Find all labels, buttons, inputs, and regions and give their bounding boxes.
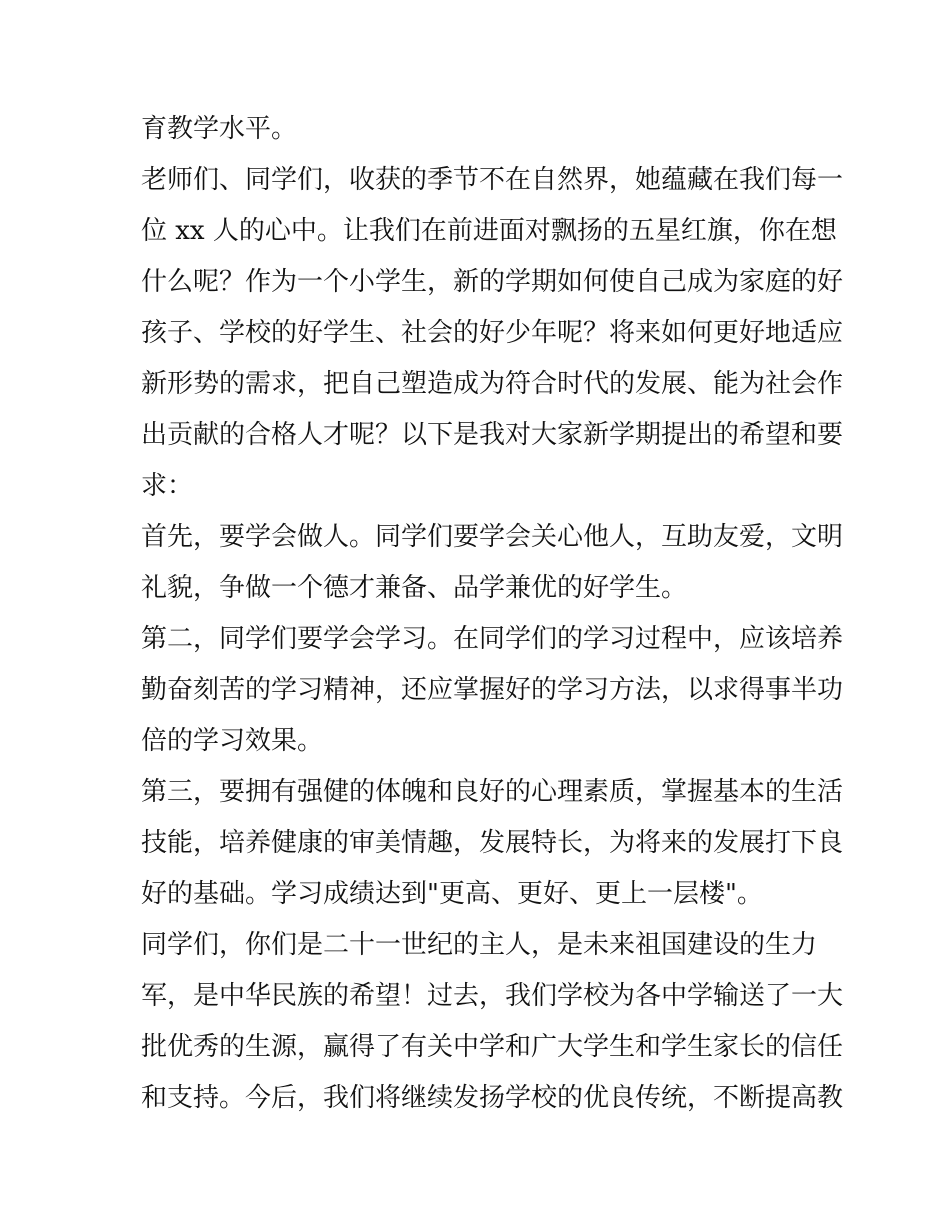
text-line: 第三，要拥有强健的体魄和良好的心理素质，掌握基本的生活 [141,777,844,807]
document-body [141,104,844,1124]
text-line: 好的基础。学习成绩达到"更高、更好、更上一层楼"。 [141,879,763,909]
text-line: 老师们、同学们，收获的季节不在自然界，她蕴藏在我们每一 [141,165,844,195]
text-line: 首先，要学会做人。同学们要学会关心他人，互助友爱，文明 [141,522,844,552]
text-line: 第二，同学们要学会学习。在同学们的学习过程中，应该培养 [141,624,844,654]
text-line: 技能，培养健康的审美情趣，发展特长，为将来的发展打下良 [141,828,844,858]
text-line: 勤奋刻苦的学习精神，还应掌握好的学习方法，以求得事半功 [141,675,844,705]
text-line: 位 xx 人的心中。让我们在前进面对飘扬的五星红旗，你在想 [141,216,837,246]
text-line: 什么呢？作为一个小学生，新的学期如何使自己成为家庭的好 [141,267,844,297]
text-line: 求： [141,471,194,501]
text-line: 礼貌，争做一个德才兼备、品学兼优的好学生。 [141,573,688,603]
text-line: 批优秀的生源，赢得了有关中学和广大学生和学生家长的信任 [141,1032,844,1062]
text-line: 军，是中华民族的希望！过去，我们学校为各中学输送了一大 [141,981,844,1011]
text-line: 孩子、学校的好学生、社会的好少年呢？将来如何更好地适应 [141,318,844,348]
text-line: 出贡献的合格人才呢？以下是我对大家新学期提出的希望和要 [141,420,844,450]
text-line: 育教学水平。 [141,114,298,144]
text-line: 倍的学习效果。 [141,726,324,756]
text-line: 和支持。今后，我们将继续发扬学校的优良传统，不断提高教 [141,1083,844,1113]
text-line: 同学们，你们是二十一世纪的主人，是未来祖国建设的生力 [141,930,818,960]
text-line: 新形势的需求，把自己塑造成为符合时代的发展、能为社会作 [141,369,844,399]
